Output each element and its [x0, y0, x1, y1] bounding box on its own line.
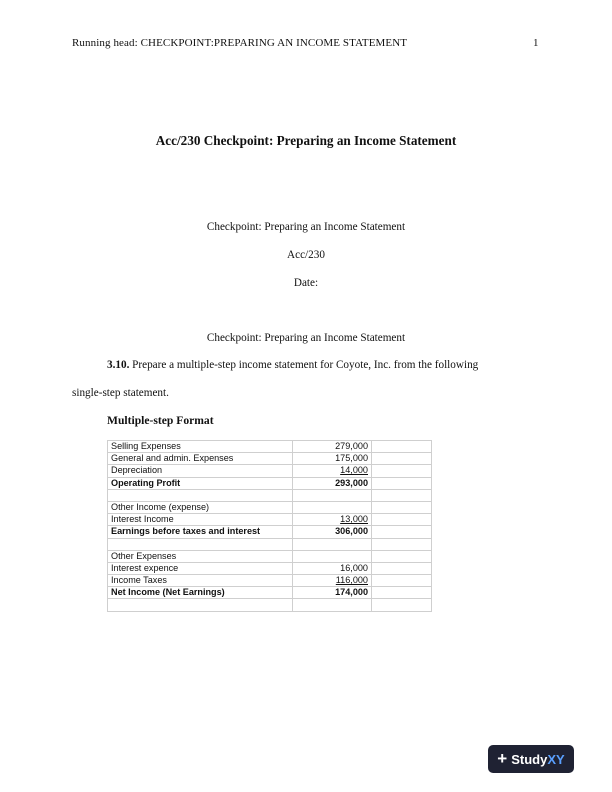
- problem-paragraph: [107, 359, 478, 371]
- cover-line-date: Date:: [293, 277, 319, 289]
- row-label: General and admin. Expenses: [108, 453, 293, 465]
- body-heading: Checkpoint: Preparing an Income Statement: [206, 332, 406, 344]
- row-label: Selling Expenses: [108, 441, 293, 453]
- empty-cell: [372, 599, 432, 611]
- cover-line-title: Checkpoint: Preparing an Income Statement: [206, 221, 406, 233]
- row-label: Interest Income: [108, 514, 293, 526]
- empty-cell: [372, 441, 432, 453]
- empty-cell: [372, 477, 432, 489]
- table-row: [108, 453, 432, 465]
- empty-cell: [372, 550, 432, 562]
- cover-line-course: Acc/230: [287, 249, 325, 261]
- table-row-total: [108, 587, 432, 599]
- running-head: Running head: CHECKPOINT:PREPARING AN INCOME STATEMENT: [72, 37, 408, 49]
- problem-number: 3.10.: [107, 359, 130, 371]
- table-row-total: [108, 477, 432, 489]
- row-label: Earnings before taxes and interest: [108, 526, 293, 538]
- row-value: [293, 489, 372, 501]
- row-label: Other Income (expense): [108, 501, 293, 513]
- empty-cell: [372, 465, 432, 477]
- row-value: 279,000: [293, 441, 372, 453]
- row-label: Other Expenses: [108, 550, 293, 562]
- row-label: Depreciation: [108, 465, 293, 477]
- row-label: Income Taxes: [108, 575, 293, 587]
- table-row-blank: [108, 599, 432, 611]
- row-value: 16,000: [293, 562, 372, 574]
- row-label: [108, 599, 293, 611]
- row-value: [293, 538, 372, 550]
- document-title: Acc/230 Checkpoint: Preparing an Income Statement: [155, 133, 457, 148]
- row-label: Net Income (Net Earnings): [108, 587, 293, 599]
- row-value: 175,000: [293, 453, 372, 465]
- table-row-blank: [108, 489, 432, 501]
- row-label: [108, 489, 293, 501]
- empty-cell: [372, 575, 432, 587]
- table-row: [108, 514, 432, 526]
- empty-cell: [372, 526, 432, 538]
- section-heading: Multiple-step Format: [107, 414, 214, 427]
- row-value: [293, 575, 372, 587]
- row-value-underlined: 14,000: [340, 465, 368, 476]
- row-label: Interest expence: [108, 562, 293, 574]
- row-label: [108, 538, 293, 550]
- empty-cell: [372, 562, 432, 574]
- plus-icon: +: [497, 748, 508, 768]
- row-value: 293,000: [293, 477, 372, 489]
- empty-cell: [372, 538, 432, 550]
- empty-cell: [372, 453, 432, 465]
- row-value-underlined: 13,000: [340, 514, 368, 525]
- table-row: [108, 465, 432, 477]
- problem-text-line-1: Prepare a multiple-step income statement for Coyote, Inc. from the following: [129, 359, 479, 371]
- income-statement-table: [107, 440, 432, 612]
- page-number: 1: [533, 37, 539, 49]
- table-row: [108, 441, 432, 453]
- empty-cell: [372, 514, 432, 526]
- empty-cell: [372, 489, 432, 501]
- table-row: [108, 550, 432, 562]
- row-value: [293, 599, 372, 611]
- row-label: Operating Profit: [108, 477, 293, 489]
- table-row-total: [108, 526, 432, 538]
- table-row: [108, 501, 432, 513]
- row-value: [293, 465, 372, 477]
- row-value: 306,000: [293, 526, 372, 538]
- table-row: [108, 562, 432, 574]
- brand-accent: XY: [547, 751, 565, 767]
- row-value: [293, 550, 372, 562]
- table-row: [108, 575, 432, 587]
- row-value: [293, 514, 372, 526]
- row-value: [293, 501, 372, 513]
- problem-text-line-2: single-step statement.: [72, 387, 169, 399]
- brand-main: Study: [511, 751, 548, 767]
- table-row-blank: [108, 538, 432, 550]
- brand-name: [511, 752, 564, 767]
- row-value-underlined: 116,000: [335, 575, 368, 586]
- empty-cell: [372, 501, 432, 513]
- row-value: 174,000: [293, 587, 372, 599]
- empty-cell: [372, 587, 432, 599]
- studyxy-badge[interactable]: [488, 745, 574, 773]
